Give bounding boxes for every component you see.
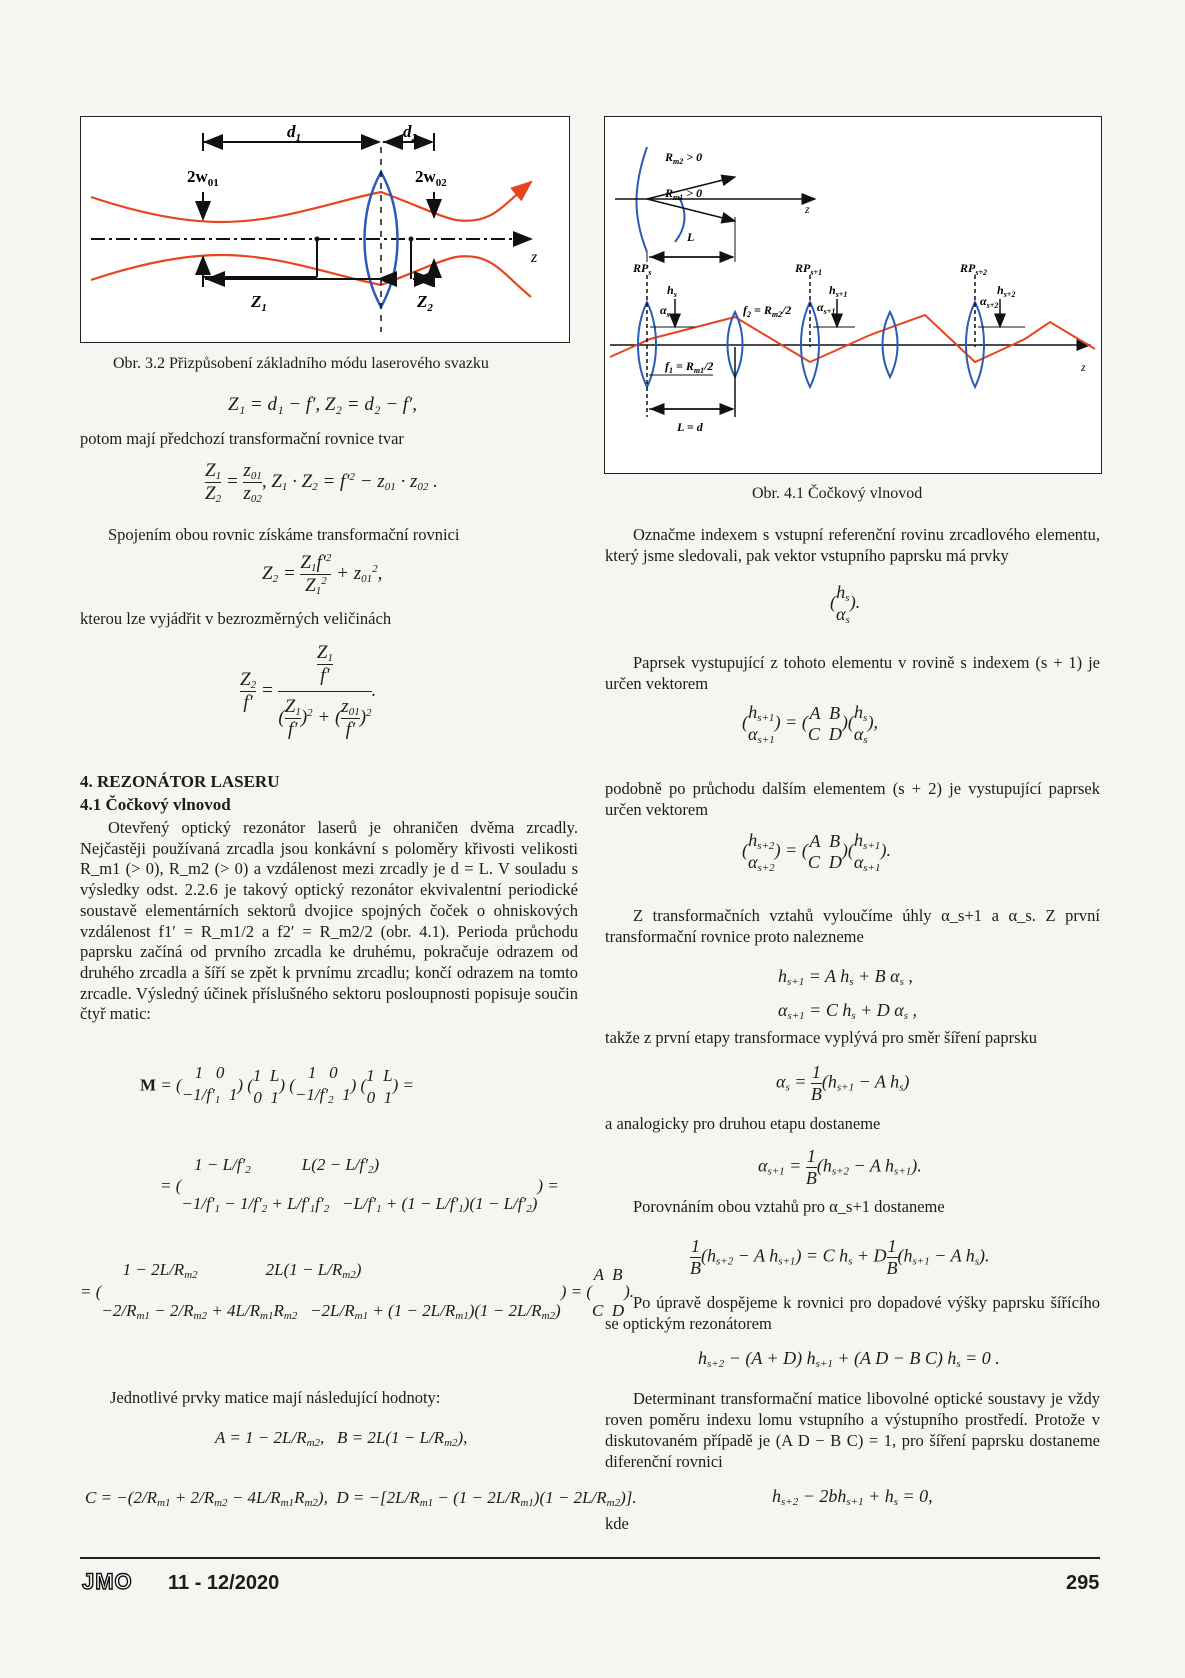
equation-ratio: $\frac{Z_1}{Z_2}$ = $\frac{z_{01}}{z_{02}}$ , $Z_1 \cdot Z_2 = f'^2 - z_{01} \cdot z_{02}$ . xyxy=(205,460,438,505)
label-2w02: $2w_{02}$ xyxy=(415,167,447,189)
label-z-bottom: z xyxy=(1081,360,1086,374)
paragraph-dimensionless: kterou lze vyjádřit v bezrozměrných veličinách xyxy=(80,609,392,628)
equation-ray-s2: ( $h_{s+2}$ $\alpha_{s+2}$ ) = ( A B C D )( $h_{s+1}$ $\alpha_{s+1}$ ). xyxy=(742,830,891,874)
figure-3-2-diagram xyxy=(81,117,569,342)
figure-4-1 xyxy=(604,116,1102,474)
label-L: L xyxy=(687,230,695,244)
page-number: 295 xyxy=(1066,1572,1100,1594)
equation-matrix-expanded: = ( $1 - L/f'_2$ $L(2 - L/f'_2)$ $-1/f'_1 - 1/f'_2 + L/f'_1f'_2 -L/f'_1 + (1 - L/f'_1)(1 - L/f'_2)$ ) = xyxy=(160,1155,559,1215)
footer-rule xyxy=(80,1557,1100,1559)
label-f1: $f_1 = R_{m1}/2$ xyxy=(665,359,714,375)
equation-matrix-m: M = ( 1 0 $-1/f'_1$ 1 ) ( 1 L 0 1 ) ( 1 0 $-1/f'_2$ 1 ) ( 1 L 0 1 ) = xyxy=(140,1063,415,1107)
beam-upper xyxy=(91,182,531,222)
label-Z2: $Z_2$ xyxy=(417,292,433,314)
paragraph-resonator: Otevřený optický rezonátor laserů je ohraničen dvěma zrcadly. Nejčastěji používaná zrcadla jsou konkávní s poloměry křivosti velikosti R_m1 (> 0), R_m2 (> 0) a vzdálenost mezi zrcadly je d = L. V souladu s výsledky odst. 2.2.6 je takový optický rezonátor ekvivalentní periodické soustavě elementárních sektorů dvojice spojných čoček o ohniskových vzdálenost f1′ = R_m1/2 a f2′ = R_m2/2 (obr. 4.1). Perioda průchodu paprsku začíná od prvního zrcadla ke druhému, pokračuje odrazem od druhého zrcadla a šíří se zpět k prvnímu zrcadlu; končí odrazem na tomto zrcadle. Výsledný účinek příslušného sektoru posloupnosti popisuje součin čtyř matic: xyxy=(80,818,578,1024)
equation-matrix-abcd: = ( $1 - 2L/R_{m2}$ $2L(1 - L/R_{m2})$ $-2/R_{m1} - 2/R_{m2} + 4L/R_{m1}R_{m2} -2L/R_{m1} + (1 - 2L/R_{m1})(1 - 2L/R_{m2})$ ) = ( A B C D ). xyxy=(80,1260,635,1322)
paragraph-combination: Spojením obou rovnic získáme transformační rovnici xyxy=(108,525,460,544)
vector-hs-as: ( $h_s$ $\alpha_s$ ). xyxy=(830,582,861,626)
paragraph-eliminate: Z transformačních vztahů vyloučíme úhly α_s+1 a α_s. Z první transformační rovnice proto nalezneme xyxy=(605,906,1100,946)
label-hs2: $h_{s+2}$ xyxy=(997,283,1016,299)
paragraph-first-stage: takže z první etapy transformace vyplývá pro směr šíření paprsku xyxy=(605,1028,1038,1047)
label-z-top: z xyxy=(805,202,810,216)
paragraph-compare: Porovnáním obou vztahů pro α_s+1 dostaneme xyxy=(633,1197,945,1216)
label-rm1: $R_{m1} > 0$ xyxy=(665,186,703,202)
ray-path xyxy=(610,315,1095,362)
section-heading: 4. REZONÁTOR LASERU xyxy=(80,772,280,791)
label-rps2: $RP_{s+2}$ xyxy=(960,261,988,277)
equation-alpha-s: $\alpha_s$ = $\frac{1}{B}$ ($h_{s+1} - A$ $h_s$) xyxy=(776,1062,910,1104)
label-d1: $d_1$ xyxy=(287,122,301,144)
label-rps1: $RP_{s+1}$ xyxy=(795,261,823,277)
equation-z1-z2: Z₁ = d₁ − f′, Z₂ = d₂ − f′, xyxy=(228,394,417,415)
label-rps: $RP_s$ xyxy=(633,261,652,277)
equation-c-d: $C = -(2/R_{m1} + 2/R_{m2} - 4L/R_{m1}R_{m2})$, $D = -[2L/R_{m1} - (1 - 2L/R_{m1})(1 - 2L/R_{m2})]$. xyxy=(85,1488,637,1509)
jmo-logo: JMO xyxy=(82,1569,133,1594)
paragraph-next-element: podobně po průchodu dalším elementem (s + 2) je vystupující paprsek určen vektorem xyxy=(605,779,1100,819)
equation-difference: $h_{s+2} - 2bh_{s+1} + h_s = 0$, xyxy=(772,1486,933,1508)
paragraph-elements: Jednotlivé prvky matice mají následující hodnoty: xyxy=(110,1388,441,1407)
equation-transformation: $h_{s+1} = A$ $h_s + B$ $\alpha_s$ , $\alpha_{s+1} = C$ $h_s + D$ $\alpha_s$ , xyxy=(778,966,917,1022)
label-f2: $f_2 = R_{m2}/2$ xyxy=(743,303,792,319)
issue-number: 11 - 12/2020 xyxy=(168,1572,280,1594)
equation-alpha-s1: $\alpha_{s+1}$ = $\frac{1}{B}$ ($h_{s+2} - A$ $h_{s+1}$). xyxy=(758,1146,922,1188)
paragraph-transformation-form: potom mají předchozí transformační rovnice tvar xyxy=(80,429,404,448)
figure-3-2 xyxy=(80,116,570,343)
paragraph-output-ray: Paprsek vystupující z tohoto elementu v rovině s indexem (s + 1) je určen vektorem xyxy=(605,653,1100,693)
label-hs: $h_s$ xyxy=(667,283,677,299)
label-as: $\alpha_s$ xyxy=(660,303,670,319)
label-z: z xyxy=(531,249,538,266)
label-ld: L = d xyxy=(677,420,703,434)
label-as1: $\alpha_{s+1}$ xyxy=(817,300,836,316)
equation-a-b: $A = 1 - 2L/R_{m2}$, $B = 2L(1 - L/R_{m2})$, xyxy=(215,1428,468,1449)
figure-3-2-caption: Obr. 3.2 Přizpůsobení základního módu laserového svazku xyxy=(113,355,489,372)
label-Z1: $Z_1$ xyxy=(251,292,267,314)
equation-ray-s1: ( $h_{s+1}$ $\alpha_{s+1}$ ) = ( A B C D )( $h_s$ $\alpha_s$ ), xyxy=(742,702,879,746)
subsection-heading: 4.1 Čočkový vlnovod xyxy=(80,795,231,814)
label-d2: $d_2$ xyxy=(403,122,417,144)
paragraph-input-plane: Označme indexem s vstupní referenční rovinu zrcadlového elementu, který jsme sledovali, pak vektor vstupního paprsku má prvky xyxy=(605,525,1100,565)
equation-dimensionless: $\frac{Z_2}{f'}$ = $\frac{Z_1}{f'}$ ( $\frac{Z_1}{f'}$ )$^2$ + ( $\frac{z_{01}}{f'}$ )$^2$ . xyxy=(240,642,377,740)
paragraph-heights: Po úpravě dospějeme k rovnici pro dopadové výšky paprsku šířícího se optickým rezonátorem xyxy=(605,1293,1100,1333)
label-2w01: $2w_{01}$ xyxy=(187,167,219,189)
equation-z2: $Z_2$ = $\frac{Z_1f'^2}{Z_1^2}$ + $z_{01}^2$, xyxy=(262,552,383,597)
paragraph-determinant: Determinant transformační matice libovolné optické soustavy je vždy roven poměru indexu lomu vstupního a výstupního prostředí. Protože v diskutovaném případě je (A D − B C) = 1, pro šíření paprsku dostaneme diferenční rovnici xyxy=(605,1389,1100,1471)
equation-compare: $\frac{1}{B}$ ($h_{s+2} - A$ $h_{s+1}) = C$ $h_s + D$ $\frac{1}{B}$ ($h_{s+1} - A$ $h_s$). xyxy=(690,1236,990,1278)
label-as2: $\alpha_{s+2}$ xyxy=(980,294,999,310)
paragraph-second-stage: a analogicky pro druhou etapu dostaneme xyxy=(605,1114,881,1133)
label-hs1: $h_{s+1}$ xyxy=(829,283,848,299)
figure-4-1-diagram xyxy=(605,117,1101,473)
equation-heights: $h_{s+2} - (A + D) h_{s+1} + (A$ D − B C) $h_s = 0$ . xyxy=(698,1348,1000,1370)
figure-4-1-caption: Obr. 4.1 Čočkový vlnovod xyxy=(752,485,923,502)
word-kde: kde xyxy=(605,1514,629,1533)
label-rm2: $R_{m2} > 0$ xyxy=(665,150,703,166)
